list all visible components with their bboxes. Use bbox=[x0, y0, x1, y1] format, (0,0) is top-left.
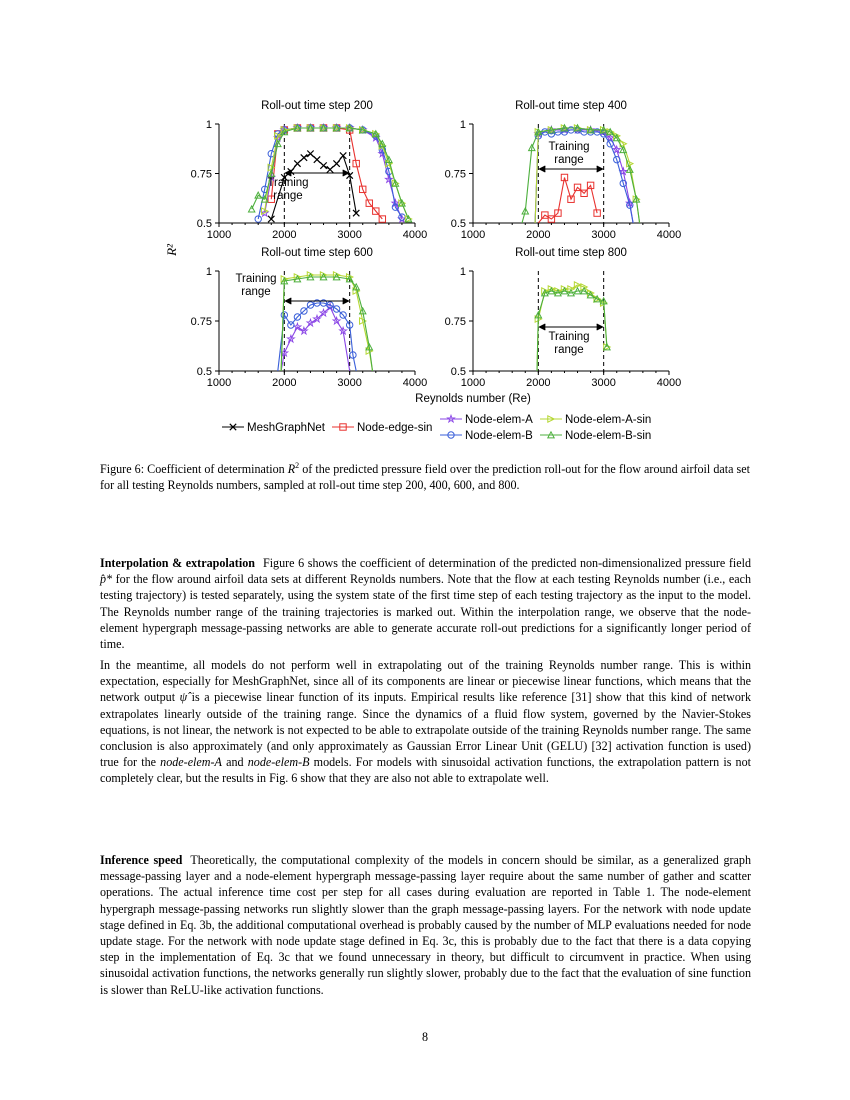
panel-2-x-tick-label: 4000 bbox=[656, 229, 682, 241]
panel-3-training-label-1: Training bbox=[235, 273, 277, 285]
panel-1-title: Roll-out time step 200 bbox=[261, 100, 373, 112]
legend-label: Node-elem-B bbox=[465, 430, 533, 442]
panel-1-x-tick-label: 3000 bbox=[337, 229, 362, 241]
panel-3-y-tick-label: 1 bbox=[205, 266, 212, 278]
heading-interpolation: Interpolation & extrapolation bbox=[100, 556, 255, 570]
panel-1-y-tick-label: 0.75 bbox=[190, 168, 212, 181]
panel-2-training-label-2: range bbox=[554, 154, 584, 166]
panel-1-x-tick-label: 1000 bbox=[206, 229, 232, 241]
panel-2-x-tick-label: 1000 bbox=[460, 229, 486, 241]
legend-item-node-elem-b bbox=[440, 430, 533, 442]
panel-2-y-tick-label: 0.5 bbox=[450, 218, 466, 230]
panel-4-training-arrowhead-left bbox=[539, 324, 545, 330]
panel-2-training-arrowhead-left bbox=[539, 166, 545, 172]
legend-item-node-edge-sin bbox=[332, 422, 432, 434]
panel-4-y-tick-label: 1 bbox=[459, 266, 466, 278]
panel-4-y-tick-label: 0.5 bbox=[450, 366, 466, 378]
panel-4 bbox=[445, 247, 682, 389]
panel-3-node-elem-a-line bbox=[281, 307, 350, 371]
panel-4-x-tick-label: 1000 bbox=[460, 377, 486, 389]
panel-4-training-label-2: range bbox=[554, 344, 584, 356]
panel-1 bbox=[191, 100, 428, 241]
panel-2-training-label-1: Training bbox=[548, 141, 590, 153]
panel-2 bbox=[445, 100, 682, 241]
panel-3-series-node-elem-b bbox=[278, 300, 356, 371]
panel-2-x-tick-label: 3000 bbox=[591, 229, 616, 241]
figure-6-plots bbox=[160, 90, 700, 445]
y-axis-label: R² bbox=[164, 244, 179, 256]
panel-4-title: Roll-out time step 800 bbox=[515, 247, 627, 259]
panel-2-y-tick-label: 1 bbox=[459, 119, 466, 131]
panel-4-x-tick-label: 2000 bbox=[526, 377, 551, 389]
panel-3-title: Roll-out time step 600 bbox=[261, 247, 373, 259]
panel-2-title: Roll-out time step 400 bbox=[515, 100, 627, 112]
legend-item-node-elem-a bbox=[440, 414, 533, 426]
panel-1-training-label-1: Training bbox=[267, 177, 309, 189]
panel-1-meshgraphnet-point bbox=[327, 166, 333, 172]
legend-label: Node-elem-B-sin bbox=[565, 430, 652, 442]
panel-4-training-arrowhead-right bbox=[597, 324, 603, 330]
legend-label: MeshGraphNet bbox=[247, 422, 325, 434]
panel-3-training-label-2: range bbox=[241, 286, 271, 298]
legend-item-node-elem-b-sin bbox=[540, 430, 651, 442]
paragraph-interpolation-1: Interpolation & extrapolation Figure 6 shows the coefficient of determination of the predicted non-dimensionalized pressure field p̂* for the flow around airfoil data sets at different Reynolds numbers. Note that the flow at each testing Reynolds number (i.e., each testing trajectory) is tested separately, using the system state of the first time step of each testing trajectory as the input to the model. The Reynolds number range of the training trajectories is marked out. Within the interpolation range, we observe that the node-element hypergraph message-passing networks are able to generate accurate roll-out predictions for a significantly longer period of time. bbox=[100, 556, 751, 652]
panel-3-y-tick-label: 0.75 bbox=[190, 316, 212, 328]
legend-item-meshgraphnet bbox=[222, 422, 326, 434]
panel-1-y-tick-label: 1 bbox=[205, 119, 212, 131]
page-number: 8 bbox=[421, 1030, 429, 1044]
panel-1-meshgraphnet-point bbox=[314, 156, 320, 162]
panel-2-y-tick-label: 0.75 bbox=[444, 168, 466, 181]
panel-1-meshgraphnet-point bbox=[320, 162, 326, 168]
panel-1-y-tick-label: 0.5 bbox=[196, 218, 212, 230]
legend-label: Node-edge-sin bbox=[357, 422, 433, 434]
panel-3-training-arrowhead-right bbox=[343, 298, 349, 304]
panel-1-x-tick-label: 4000 bbox=[402, 229, 428, 241]
panel-3-x-tick-label: 4000 bbox=[402, 377, 428, 389]
panel-4-training-label-1: Training bbox=[548, 331, 590, 343]
panel-3-series-node-elem-a bbox=[281, 303, 350, 371]
panel-3 bbox=[191, 247, 428, 389]
legend-label: Node-elem-A-sin bbox=[565, 414, 652, 426]
panel-1-x-tick-label: 2000 bbox=[272, 229, 297, 241]
panel-4-y-tick-label: 0.75 bbox=[444, 316, 466, 328]
panel-3-series-node-elem-a-sin bbox=[281, 272, 372, 371]
legend-item-node-elem-a-sin bbox=[540, 414, 651, 426]
paragraph-interpolation-2: In the meantime, all models do not perform well in extrapolating out of the training Reynolds number range. This is within expectation, especially for MeshGraphNet, since all of its components are linear or piecewise linear functions, which means that the network output ψ̂ is a piecewise linear function of its inputs. Empirical results like reference [31] show that this kind of network extrapolates linearly outside of the training range. Since the dynamics of a fluid flow system, governed by the Navier-Stokes equations, is not linear, the network is not expected to be able to extrapolate outside of the training Reynolds number range. The same conclusion is also approximately (and only approximately as Gaussian Error Linear Unit (GELU) [32] activation function is used) true for the node-elem-A and node-elem-B models. For models with sinusoidal activation functions, the extrapolation pattern is not completely clear, but the results in Fig. 6 show that they are also not able to extrapolate well. bbox=[100, 658, 752, 786]
panel-2-series-node-edge-sin bbox=[538, 174, 600, 223]
legend bbox=[222, 414, 651, 442]
x-axis-label: Reynolds number (Re) bbox=[415, 393, 531, 405]
panel-2-x-tick-label: 2000 bbox=[526, 229, 551, 241]
panel-3-x-tick-label: 1000 bbox=[206, 377, 232, 389]
panel-3-series-node-elem-b-sin bbox=[281, 274, 372, 371]
panel-1-meshgraphnet-point bbox=[307, 151, 313, 157]
panel-2-training-arrowhead-right bbox=[597, 166, 603, 172]
panel-4-x-tick-label: 4000 bbox=[656, 377, 682, 389]
panel-1-meshgraphnet-point bbox=[301, 154, 307, 160]
panel-3-training-arrowhead-left bbox=[285, 298, 291, 304]
panel-3-y-tick-label: 0.5 bbox=[196, 366, 212, 378]
figure-caption: Figure 6: Coefficient of determination $R^2$ of the predicted pressure field over the prediction roll-out for the flow around airfoil data set for all testing Reynolds numbers, sampled at roll-out time step 200, 400, 600, and 800. bbox=[100, 461, 750, 493]
legend-label: Node-elem-A bbox=[465, 414, 533, 426]
panel-1-meshgraphnet-point bbox=[340, 152, 346, 158]
figure-6 bbox=[160, 90, 700, 445]
panel-1-meshgraphnet-point bbox=[333, 160, 339, 166]
heading-inference-speed: Inference speed bbox=[100, 853, 183, 867]
panel-1-meshgraphnet-point bbox=[268, 216, 274, 222]
panel-3-x-tick-label: 3000 bbox=[337, 377, 362, 389]
panel-1-meshgraphnet-point bbox=[294, 160, 300, 166]
panel-1-training-label-2: range bbox=[273, 190, 303, 202]
panel-3-x-tick-label: 2000 bbox=[272, 377, 297, 389]
panel-4-x-tick-label: 3000 bbox=[591, 377, 616, 389]
paragraph-inference-speed: Inference speed Theoretically, the computational complexity of the models in concern should be similar, as a generalized graph message-passing layer and a node-element hypergraph message-passing layer require about the same number of gather and scatter operations. The actual inference time cost per step for all cases during evaluation are reported in Table 1. The node-element hypergraph message-passing networks run slightly slower than the graph message-passing layers. For the network with node update stage defined in Eq. 3b, the additional computational overhead is probably caused by the number of MLP evaluations needed for node update stage. For the network with node update stage defined in Eq. 3c, this is probably due to the fact that there is a data copying step in the implementation of Eq. 3c that we found unnecessary in theory, but difficult to circumvent in practice. When using sinusoidal activation functions, the networks generally run slightly slower, probably due to the fact that the evaluation of sine function is slower than ReLU-like activation functions. bbox=[100, 853, 751, 997]
